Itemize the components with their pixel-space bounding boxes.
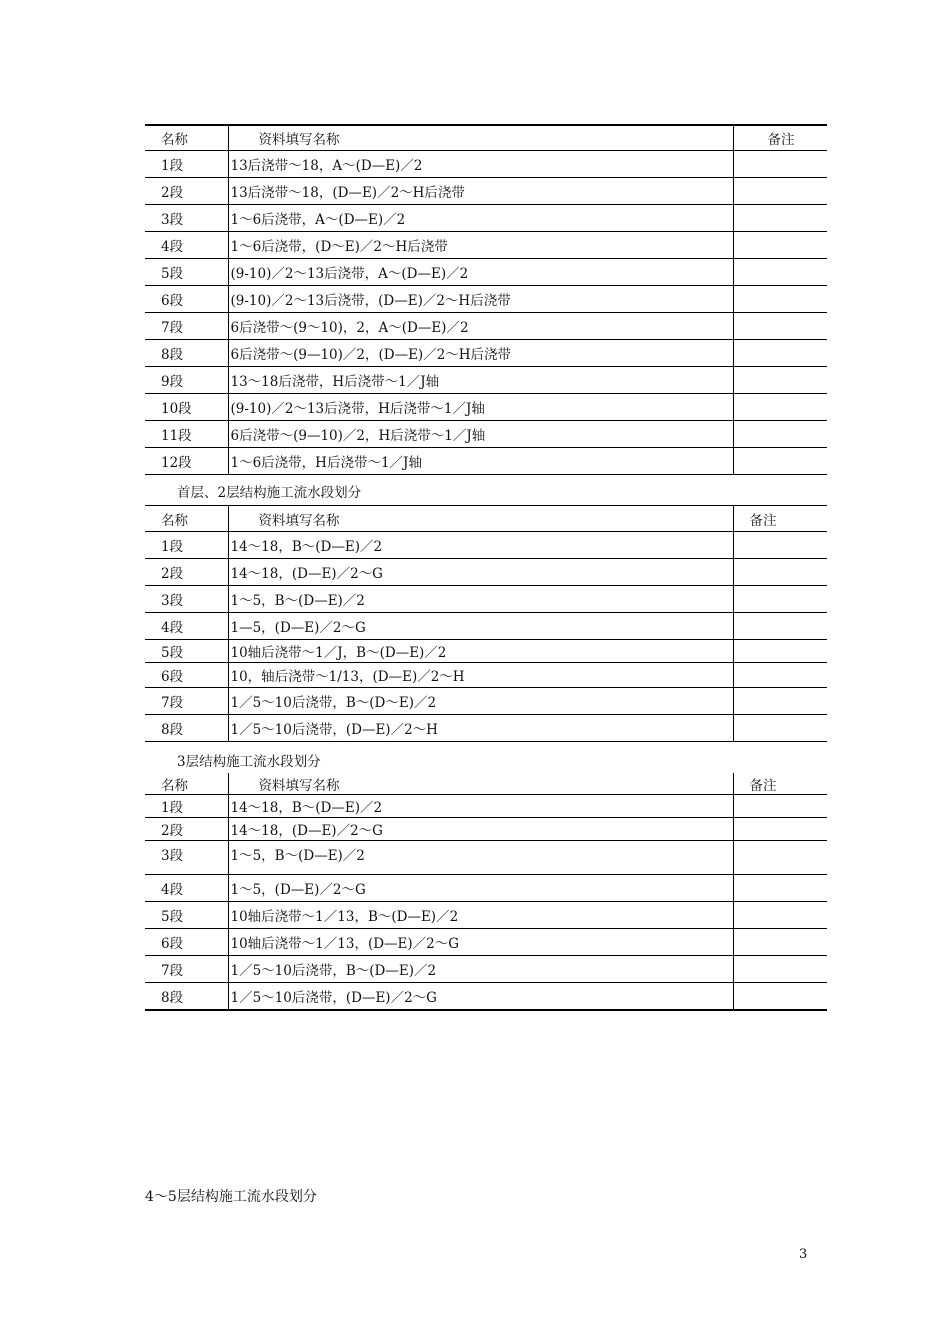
segment-name: 7段 bbox=[145, 313, 228, 340]
table-row bbox=[145, 929, 827, 956]
segment-table-2 bbox=[145, 505, 827, 742]
segment-name: 9段 bbox=[145, 367, 228, 394]
table-row bbox=[145, 818, 827, 841]
segment-range: 1～6后浇带，H后浇带～1／J轴 bbox=[228, 448, 733, 475]
header-name: 名称 bbox=[145, 125, 228, 151]
segment-remark bbox=[733, 448, 827, 475]
segment-name: 3段 bbox=[145, 841, 228, 875]
table-row bbox=[145, 715, 827, 742]
segment-range: 1～6后浇带，A～(D—E)／2 bbox=[228, 205, 733, 232]
segment-name: 2段 bbox=[145, 818, 228, 841]
segment-name: 6段 bbox=[145, 286, 228, 313]
segment-name: 6段 bbox=[145, 663, 228, 688]
segment-remark bbox=[733, 640, 827, 663]
segment-name: 4段 bbox=[145, 613, 228, 640]
segment-range: 6后浇带～(9～10)，2，A～(D—E)／2 bbox=[228, 313, 733, 340]
segment-name: 5段 bbox=[145, 259, 228, 286]
segment-range: 1～5，B～(D—E)／2 bbox=[228, 841, 733, 875]
header-material: 资料填写名称 bbox=[228, 125, 733, 151]
segment-remark bbox=[733, 151, 827, 178]
header-remark: 备注 bbox=[733, 125, 827, 151]
segment-remark bbox=[733, 367, 827, 394]
segment-range: 1—5，(D—E)／2～G bbox=[228, 613, 733, 640]
segment-name: 7段 bbox=[145, 956, 228, 983]
table-row bbox=[145, 875, 827, 902]
segment-range: 1～6后浇带，(D～E)／2～H后浇带 bbox=[228, 232, 733, 259]
segment-range: 10，轴后浇带～1/13，(D—E)／2～H bbox=[228, 663, 733, 688]
table-header-row bbox=[145, 773, 827, 795]
table-row bbox=[145, 559, 827, 586]
table-row bbox=[145, 532, 827, 559]
table-row bbox=[145, 232, 827, 259]
segment-name: 6段 bbox=[145, 929, 228, 956]
segment-remark bbox=[733, 929, 827, 956]
segment-range: (9-10)／2～13后浇带，A～(D—E)／2 bbox=[228, 259, 733, 286]
segment-range: 14～18，B～(D—E)／2 bbox=[228, 532, 733, 559]
segment-name: 12段 bbox=[145, 448, 228, 475]
table-row bbox=[145, 902, 827, 929]
segment-remark bbox=[733, 421, 827, 448]
segment-remark bbox=[733, 613, 827, 640]
table-row bbox=[145, 640, 827, 663]
page-number: 3 bbox=[799, 1247, 808, 1262]
segment-remark bbox=[733, 559, 827, 586]
segment-name: 3段 bbox=[145, 205, 228, 232]
table-header-row bbox=[145, 506, 827, 532]
segment-name: 1段 bbox=[145, 795, 228, 818]
segment-remark bbox=[733, 286, 827, 313]
section-caption-floor3: 3层结构施工流水段划分 bbox=[177, 754, 321, 770]
segment-range: 10轴后浇带～1／J，B～(D—E)／2 bbox=[228, 640, 733, 663]
segment-range: 6后浇带～(9—10)／2，(D—E)／2～H后浇带 bbox=[228, 340, 733, 367]
segment-name: 8段 bbox=[145, 715, 228, 742]
segment-remark bbox=[733, 688, 827, 715]
table-row bbox=[145, 586, 827, 613]
table-row bbox=[145, 178, 827, 205]
segment-table-3 bbox=[145, 773, 827, 1011]
header-material: 资料填写名称 bbox=[228, 773, 733, 795]
segment-remark bbox=[733, 875, 827, 902]
table-row bbox=[145, 688, 827, 715]
segment-range: 1～5，(D—E)／2～G bbox=[228, 875, 733, 902]
segment-name: 1段 bbox=[145, 151, 228, 178]
segment-range: 10轴后浇带～1／13，(D—E)／2～G bbox=[228, 929, 733, 956]
segment-range: (9-10)／2～13后浇带，(D—E)／2～H后浇带 bbox=[228, 286, 733, 313]
segment-range: 13～18后浇带，H后浇带～1／J轴 bbox=[228, 367, 733, 394]
table-row bbox=[145, 367, 827, 394]
header-remark: 备注 bbox=[733, 773, 827, 795]
segment-range: 1／5～10后浇带，B～(D～E)／2 bbox=[228, 688, 733, 715]
segment-remark bbox=[733, 841, 827, 875]
segment-name: 10段 bbox=[145, 394, 228, 421]
section-caption-floor4-5: 4～5层结构施工流水段划分 bbox=[145, 1189, 317, 1205]
table-row bbox=[145, 421, 827, 448]
segment-range: (9-10)／2～13后浇带，H后浇带～1／J轴 bbox=[228, 394, 733, 421]
segment-name: 2段 bbox=[145, 178, 228, 205]
table-row bbox=[145, 340, 827, 367]
table-row bbox=[145, 286, 827, 313]
segment-remark bbox=[733, 313, 827, 340]
segment-remark bbox=[733, 983, 827, 1011]
segment-remark bbox=[733, 663, 827, 688]
segment-remark bbox=[733, 715, 827, 742]
segment-range: 10轴后浇带～1／13，B～(D—E)／2 bbox=[228, 902, 733, 929]
table-row bbox=[145, 795, 827, 818]
segment-remark bbox=[733, 586, 827, 613]
table-row bbox=[145, 205, 827, 232]
table-row bbox=[145, 259, 827, 286]
segment-name: 4段 bbox=[145, 875, 228, 902]
segment-remark bbox=[733, 340, 827, 367]
table-row bbox=[145, 448, 827, 475]
segment-range: 1～5，B～(D—E)／2 bbox=[228, 586, 733, 613]
segment-remark bbox=[733, 394, 827, 421]
segment-name: 5段 bbox=[145, 902, 228, 929]
header-name: 名称 bbox=[145, 506, 228, 532]
section-caption-floor1-2: 首层、2层结构施工流水段划分 bbox=[177, 485, 362, 501]
table-header-row bbox=[145, 125, 827, 151]
header-material: 资料填写名称 bbox=[228, 506, 733, 532]
segment-range: 14～18，B～(D—E)／2 bbox=[228, 795, 733, 818]
segment-remark bbox=[733, 205, 827, 232]
segment-remark bbox=[733, 956, 827, 983]
segment-range: 13后浇带～18，A～(D—E)／2 bbox=[228, 151, 733, 178]
segment-name: 7段 bbox=[145, 688, 228, 715]
header-remark: 备注 bbox=[733, 506, 827, 532]
segment-table-1 bbox=[145, 124, 827, 475]
segment-remark bbox=[733, 818, 827, 841]
segment-remark bbox=[733, 178, 827, 205]
table-row bbox=[145, 841, 827, 875]
segment-range: 1／5～10后浇带，(D—E)／2～H bbox=[228, 715, 733, 742]
segment-remark bbox=[733, 532, 827, 559]
segment-range: 1／5～10后浇带，(D—E)／2～G bbox=[228, 983, 733, 1011]
table-row bbox=[145, 956, 827, 983]
table-row bbox=[145, 394, 827, 421]
segment-name: 5段 bbox=[145, 640, 228, 663]
segment-name: 1段 bbox=[145, 532, 228, 559]
table-row bbox=[145, 151, 827, 178]
segment-range: 13后浇带～18，(D—E)／2～H后浇带 bbox=[228, 178, 733, 205]
segment-remark bbox=[733, 259, 827, 286]
table-row bbox=[145, 663, 827, 688]
table-row bbox=[145, 313, 827, 340]
header-name: 名称 bbox=[145, 773, 228, 795]
segment-name: 3段 bbox=[145, 586, 228, 613]
table-row bbox=[145, 983, 827, 1011]
table-row bbox=[145, 613, 827, 640]
segment-remark bbox=[733, 902, 827, 929]
segment-name: 11段 bbox=[145, 421, 228, 448]
segment-name: 2段 bbox=[145, 559, 228, 586]
segment-remark bbox=[733, 232, 827, 259]
segment-name: 8段 bbox=[145, 340, 228, 367]
segment-range: 14～18，(D—E)／2～G bbox=[228, 559, 733, 586]
segment-range: 6后浇带～(9—10)／2，H后浇带～1／J轴 bbox=[228, 421, 733, 448]
segment-name: 4段 bbox=[145, 232, 228, 259]
segment-remark bbox=[733, 795, 827, 818]
segment-range: 14～18，(D—E)／2～G bbox=[228, 818, 733, 841]
segment-range: 1／5～10后浇带，B～(D—E)／2 bbox=[228, 956, 733, 983]
segment-name: 8段 bbox=[145, 983, 228, 1011]
